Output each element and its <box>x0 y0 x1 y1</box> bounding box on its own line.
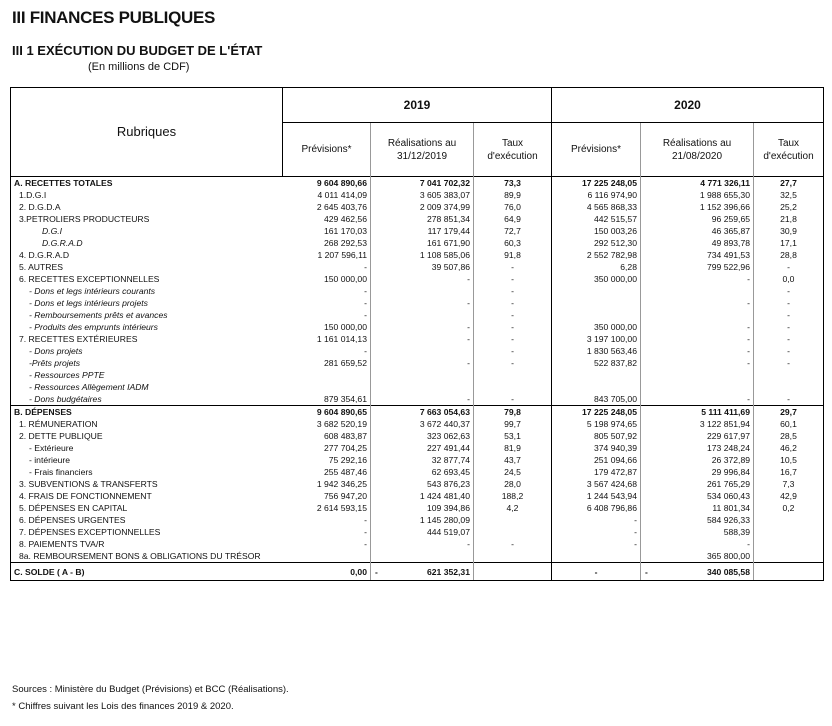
cell-t19: - <box>474 333 552 345</box>
footnote: * Chiffres suivant les Lois des finances 2019 & 2020. <box>12 701 234 712</box>
cell-p20: 6,28 <box>552 261 641 273</box>
cell-t19: - <box>474 345 552 357</box>
row-label: 4. D.G.R.A.D <box>19 250 70 260</box>
cell-t20 <box>754 563 824 581</box>
row-label: - intérieure <box>29 455 71 465</box>
cell-p20: - <box>552 538 641 550</box>
table-row <box>11 550 824 563</box>
table-row <box>11 466 824 478</box>
cell-t20: 27,7 <box>754 177 824 190</box>
cell-r20: 4 771 326,11 <box>641 177 754 190</box>
table-row <box>11 369 824 381</box>
row-label: -Prêts projets <box>29 358 81 368</box>
cell-r19 <box>371 563 474 581</box>
cell-p20 <box>552 550 641 563</box>
cell-p19: - <box>364 262 367 272</box>
cell-t20: - <box>754 321 824 333</box>
cell-r20: - <box>641 333 754 345</box>
row-label: A. RECETTES TOTALES <box>11 177 283 190</box>
row-label: D.G.I <box>42 226 63 236</box>
row-label: D.G.R.A.D <box>42 238 83 248</box>
cell-r20 <box>641 369 754 381</box>
cell-p19: 277 704,25 <box>323 443 367 453</box>
sources-note: Sources : Ministère du Budget (Prévisions) et BCC (Réalisations). <box>12 684 289 695</box>
table-row <box>11 526 824 538</box>
cell-t20: 10,5 <box>754 454 824 466</box>
table-row <box>11 442 824 454</box>
cell-r19: - <box>371 538 474 550</box>
cell-r20 <box>641 285 754 297</box>
row-label: - Remboursements prêts et avances <box>29 310 168 320</box>
cell-t19: 28,0 <box>474 478 552 490</box>
table-row <box>11 177 824 190</box>
cell-t19 <box>474 381 552 393</box>
cell-r20: 5 111 411,69 <box>641 406 754 419</box>
row-label: 2. DETTE PUBLIQUE <box>19 431 103 441</box>
solde-dash: - <box>375 566 378 577</box>
row-label: - Frais financiers <box>29 467 93 477</box>
cell-t19 <box>474 369 552 381</box>
cell-r20: 29 996,84 <box>641 466 754 478</box>
cell-p19 <box>283 381 371 393</box>
cell-t20: 16,7 <box>754 466 824 478</box>
cell-r19: 109 394,86 <box>371 502 474 514</box>
cell-r19: - <box>371 273 474 285</box>
cell-t20: - <box>754 393 824 406</box>
cell-r19: 3 605 383,07 <box>371 189 474 201</box>
cell-r20: 365 800,00 <box>641 550 754 563</box>
cell-t20: 32,5 <box>754 189 824 201</box>
cell-t19: - <box>474 321 552 333</box>
cell-p19: 150 000,00 <box>323 274 367 284</box>
cell-p19: 268 292,53 <box>323 238 367 248</box>
section-title: III FINANCES PUBLIQUES <box>12 8 216 27</box>
table-row <box>11 502 824 514</box>
cell-p20 <box>552 297 641 309</box>
table-row <box>11 309 824 321</box>
cell-t20 <box>754 514 824 526</box>
cell-t19: - <box>474 285 552 297</box>
cell-p19: 255 487,46 <box>323 467 367 477</box>
cell-p19: - <box>364 515 367 525</box>
cell-t19: 72,7 <box>474 225 552 237</box>
cell-t20 <box>754 526 824 538</box>
table-row <box>11 297 824 309</box>
cell-r20: - <box>641 321 754 333</box>
cell-t20: - <box>754 357 824 369</box>
cell-r19: 1 145 280,09 <box>371 514 474 526</box>
table-row <box>11 514 824 526</box>
row-label: C. SOLDE ( A - B) <box>11 563 283 581</box>
cell-p19: - <box>364 346 367 356</box>
cell-p20: 1 244 543,94 <box>552 490 641 502</box>
cell-t19: 99,7 <box>474 418 552 430</box>
cell-r20: - <box>641 393 754 406</box>
cell-p19: 9 604 890,66 <box>283 177 371 190</box>
cell-t20 <box>754 381 824 393</box>
cell-p20: 6 408 796,86 <box>552 502 641 514</box>
cell-r19: - <box>371 357 474 369</box>
row-label: - Ressources PPTE <box>29 370 105 380</box>
cell-p19: - <box>364 527 367 537</box>
cell-t20: 7,3 <box>754 478 824 490</box>
row-label: 8a. REMBOURSEMENT BONS & OBLIGATIONS DU TRÉSOR <box>19 551 261 561</box>
row-label: 7. DÉPENSES EXCEPTIONNELLES <box>19 527 161 537</box>
solde-value: 340 085,58 <box>706 566 750 577</box>
row-label: 1. RÉMUNERATION <box>19 419 98 429</box>
cell-r20: 588,39 <box>641 526 754 538</box>
table-row <box>11 285 824 297</box>
cell-t19: - <box>474 357 552 369</box>
cell-t19: 60,3 <box>474 237 552 249</box>
table-row <box>11 249 824 261</box>
row-label: - Dons budgétaires <box>29 394 102 404</box>
table-row <box>11 261 824 273</box>
cell-t19: 24,5 <box>474 466 552 478</box>
table-row <box>11 321 824 333</box>
cell-t20: 0,2 <box>754 502 824 514</box>
cell-t19: - <box>474 261 552 273</box>
cell-p19: 429 462,56 <box>323 214 367 224</box>
cell-p20: 522 837,82 <box>552 357 641 369</box>
cell-p20: - <box>552 514 641 526</box>
row-label: - Produits des emprunts intérieurs <box>29 322 158 332</box>
cell-r19: 278 851,34 <box>371 213 474 225</box>
cell-r20: 799 522,96 <box>641 261 754 273</box>
cell-r19 <box>371 309 474 321</box>
cell-r20: 46 365,87 <box>641 225 754 237</box>
cell-r19: 227 491,44 <box>371 442 474 454</box>
cell-r20: - <box>641 357 754 369</box>
cell-r19: 7 041 702,32 <box>371 177 474 190</box>
cell-p20: 442 515,57 <box>552 213 641 225</box>
cell-t20: - <box>754 285 824 297</box>
cell-p20: 179 472,87 <box>552 466 641 478</box>
cell-r20: 1 152 396,66 <box>641 201 754 213</box>
cell-r20: 173 248,24 <box>641 442 754 454</box>
cell-r19: 543 876,23 <box>371 478 474 490</box>
col-previsions-2019: Prévisions* <box>301 144 352 155</box>
cell-p20: - <box>552 563 641 581</box>
col-taux-2019: Taux d'exécution <box>474 123 552 177</box>
solde-dash: - <box>645 566 648 577</box>
row-label: 1.D.G.I <box>19 190 47 200</box>
solde-value: 621 352,31 <box>426 566 470 577</box>
cell-p19: 2 614 593,15 <box>316 503 367 513</box>
cell-r20: 1 988 655,30 <box>641 189 754 201</box>
cell-t19: - <box>474 538 552 550</box>
cell-r19: 3 672 440,37 <box>371 418 474 430</box>
table-row <box>11 237 824 249</box>
row-label: 6. RECETTES EXCEPTIONNELLES <box>19 274 160 284</box>
cell-r19 <box>371 285 474 297</box>
cell-t20: 46,2 <box>754 442 824 454</box>
table-row <box>11 454 824 466</box>
table-row <box>11 213 824 225</box>
cell-r19: 2 009 374,99 <box>371 201 474 213</box>
cell-p20 <box>552 369 641 381</box>
table-title: III 1 EXÉCUTION DU BUDGET DE L'ÉTAT <box>12 43 263 58</box>
cell-p19: 9 604 890,65 <box>283 406 371 419</box>
cell-r19: 32 877,74 <box>371 454 474 466</box>
cell-t20 <box>754 369 824 381</box>
cell-t19: 64,9 <box>474 213 552 225</box>
cell-p20: 17 225 248,05 <box>552 406 641 419</box>
cell-r20: 11 801,34 <box>641 502 754 514</box>
table-row <box>11 406 824 419</box>
cell-p20: 4 565 868,33 <box>552 201 641 213</box>
budget-table <box>10 87 824 581</box>
cell-r20: 49 893,78 <box>641 237 754 249</box>
cell-r20: 229 617,97 <box>641 430 754 442</box>
cell-r19: 117 179,44 <box>371 225 474 237</box>
cell-t19: 79,8 <box>474 406 552 419</box>
cell-p19: - <box>364 298 367 308</box>
cell-t20: 0,0 <box>754 273 824 285</box>
cell-r19 <box>371 381 474 393</box>
cell-p20: 17 225 248,05 <box>552 177 641 190</box>
row-label: 5. AUTRES <box>19 262 63 272</box>
row-label: - Extérieure <box>29 443 74 453</box>
cell-t20 <box>754 550 824 563</box>
cell-p19: 161 170,03 <box>323 226 367 236</box>
cell-r19: 1 108 585,06 <box>371 249 474 261</box>
rubriques-header: Rubriques <box>11 88 283 177</box>
cell-p20 <box>552 309 641 321</box>
cell-r19: 39 507,86 <box>371 261 474 273</box>
cell-p20: 350 000,00 <box>552 321 641 333</box>
table-row <box>11 563 824 581</box>
cell-p19: 75 292,16 <box>328 455 367 465</box>
cell-p19: 1 942 346,25 <box>316 479 367 489</box>
unit-note: (En millions de CDF) <box>88 61 190 73</box>
cell-p20: 5 198 974,65 <box>552 418 641 430</box>
cell-t20: 42,9 <box>754 490 824 502</box>
cell-t20: 25,2 <box>754 201 824 213</box>
cell-t20: 60,1 <box>754 418 824 430</box>
cell-p19: 150 000,00 <box>323 322 367 332</box>
cell-p20: 805 507,92 <box>552 430 641 442</box>
cell-p20: 251 094,66 <box>552 454 641 466</box>
cell-p20: 350 000,00 <box>552 273 641 285</box>
cell-p20: 1 830 563,46 <box>552 345 641 357</box>
cell-r20: 3 122 851,94 <box>641 418 754 430</box>
cell-p19: - <box>364 286 367 296</box>
cell-p20 <box>552 285 641 297</box>
cell-r20: - <box>641 297 754 309</box>
cell-t19: 89,9 <box>474 189 552 201</box>
cell-r19: - <box>371 321 474 333</box>
cell-t20: - <box>754 297 824 309</box>
cell-t20: - <box>754 261 824 273</box>
cell-t19 <box>474 550 552 563</box>
cell-r20: 26 372,89 <box>641 454 754 466</box>
table-row <box>11 490 824 502</box>
cell-p19: 3 682 520,19 <box>316 419 367 429</box>
row-label: 4. FRAIS DE FONCTIONNEMENT <box>19 491 152 501</box>
cell-t19: - <box>474 273 552 285</box>
cell-p19: 2 645 403,76 <box>316 202 367 212</box>
row-label: 8. PAIEMENTS TVA/R <box>19 539 105 549</box>
row-label: 7. RECETTES EXTÉRIEURES <box>19 334 138 344</box>
cell-p19: 608 483,87 <box>323 431 367 441</box>
cell-p19 <box>283 369 371 381</box>
row-label: - Dons et legs intérieurs courants <box>29 286 156 296</box>
cell-t20 <box>754 538 824 550</box>
cell-t19: 91,8 <box>474 249 552 261</box>
table-row <box>11 273 824 285</box>
cell-t19 <box>474 514 552 526</box>
cell-p20: 2 552 782,98 <box>552 249 641 261</box>
cell-r20 <box>641 381 754 393</box>
cell-r20: - <box>641 345 754 357</box>
row-label: 6. DÉPENSES URGENTES <box>19 515 126 525</box>
cell-r19: 1 424 481,40 <box>371 490 474 502</box>
col-realisations-2020: Réalisations au 21/08/2020 <box>641 123 754 177</box>
cell-r19 <box>371 550 474 563</box>
cell-t19: - <box>474 393 552 406</box>
row-label: B. DÉPENSES <box>11 406 283 419</box>
cell-r20: 584 926,33 <box>641 514 754 526</box>
table-row <box>11 381 824 393</box>
table-row <box>11 333 824 345</box>
cell-t20: - <box>754 309 824 321</box>
cell-t20: 28,5 <box>754 430 824 442</box>
row-label: 2. D.G.D.A <box>19 202 61 212</box>
cell-t19: 81,9 <box>474 442 552 454</box>
cell-r19: 323 062,63 <box>371 430 474 442</box>
cell-p19: 4 011 414,09 <box>317 190 367 200</box>
cell-t19: 43,7 <box>474 454 552 466</box>
col-taux-2020: Taux d'exécution <box>754 123 824 177</box>
cell-t20: - <box>754 333 824 345</box>
table-row <box>11 393 824 406</box>
cell-p20: 3 197 100,00 <box>552 333 641 345</box>
cell-r19: 161 671,90 <box>371 237 474 249</box>
cell-p19: 756 947,20 <box>323 491 367 501</box>
row-label: 3.PETROLIERS PRODUCTEURS <box>19 214 150 224</box>
cell-p20: 3 567 424,68 <box>552 478 641 490</box>
cell-t19: 76,0 <box>474 201 552 213</box>
cell-r20: 261 765,29 <box>641 478 754 490</box>
cell-t19: 53,1 <box>474 430 552 442</box>
cell-t20: 17,1 <box>754 237 824 249</box>
cell-p19: - <box>364 539 367 549</box>
cell-t19: 188,2 <box>474 490 552 502</box>
table-row <box>11 357 824 369</box>
row-label: - Ressources Allègement IADM <box>29 382 149 392</box>
cell-r19 <box>371 369 474 381</box>
cell-t19: 73,3 <box>474 177 552 190</box>
table-row <box>11 225 824 237</box>
cell-p20 <box>552 381 641 393</box>
cell-r20: 534 060,43 <box>641 490 754 502</box>
table-row <box>11 345 824 357</box>
cell-p20: 292 512,30 <box>552 237 641 249</box>
cell-t20: 29,7 <box>754 406 824 419</box>
cell-r19: 444 519,07 <box>371 526 474 538</box>
cell-r20 <box>641 563 754 581</box>
cell-t20: - <box>754 345 824 357</box>
cell-r19: 62 693,45 <box>371 466 474 478</box>
cell-p19 <box>283 550 371 563</box>
cell-r19: - <box>371 297 474 309</box>
row-label: 3. SUBVENTIONS & TRANSFERTS <box>19 479 158 489</box>
cell-p19: 879 354,61 <box>323 394 367 404</box>
cell-p20: 150 003,26 <box>552 225 641 237</box>
table-row <box>11 430 824 442</box>
cell-t19: - <box>474 297 552 309</box>
table-row <box>11 538 824 550</box>
cell-r20: - <box>641 273 754 285</box>
col-previsions-2020: Prévisions* <box>552 123 641 177</box>
cell-p19: 281 659,52 <box>323 358 367 368</box>
cell-p19: 1 207 596,11 <box>317 250 367 260</box>
cell-t19: 4,2 <box>474 502 552 514</box>
cell-t19 <box>474 526 552 538</box>
cell-t20: 28,8 <box>754 249 824 261</box>
cell-r19 <box>371 345 474 357</box>
year-2019-header: 2019 <box>283 88 552 123</box>
table-row <box>11 189 824 201</box>
cell-t19: - <box>474 309 552 321</box>
table-row <box>11 201 824 213</box>
table-row <box>11 478 824 490</box>
cell-t19 <box>474 563 552 581</box>
cell-r20 <box>641 309 754 321</box>
row-label: - Dons projets <box>29 346 83 356</box>
cell-p20: 843 705,00 <box>552 393 641 406</box>
cell-r20: - <box>641 538 754 550</box>
row-label: - Dons et legs intérieurs projets <box>29 298 148 308</box>
cell-p19: 1 161 014,13 <box>316 334 367 344</box>
cell-r20: 96 259,65 <box>641 213 754 225</box>
cell-p20: 374 940,39 <box>552 442 641 454</box>
table-row <box>11 418 824 430</box>
cell-r19: - <box>371 393 474 406</box>
cell-t20: 30,9 <box>754 225 824 237</box>
cell-p20: 6 116 974,90 <box>552 189 641 201</box>
cell-r19: - <box>371 333 474 345</box>
cell-r20: 734 491,53 <box>641 249 754 261</box>
cell-r19: 7 663 054,63 <box>371 406 474 419</box>
year-2020-header: 2020 <box>552 88 824 123</box>
cell-p19: - <box>364 310 367 320</box>
row-label: 5. DÉPENSES EN CAPITAL <box>19 503 128 513</box>
cell-p19: 0,00 <box>283 563 371 581</box>
cell-p20: - <box>552 526 641 538</box>
col-realisations-2019: Réalisations au 31/12/2019 <box>371 123 474 177</box>
cell-t20: 21,8 <box>754 213 824 225</box>
